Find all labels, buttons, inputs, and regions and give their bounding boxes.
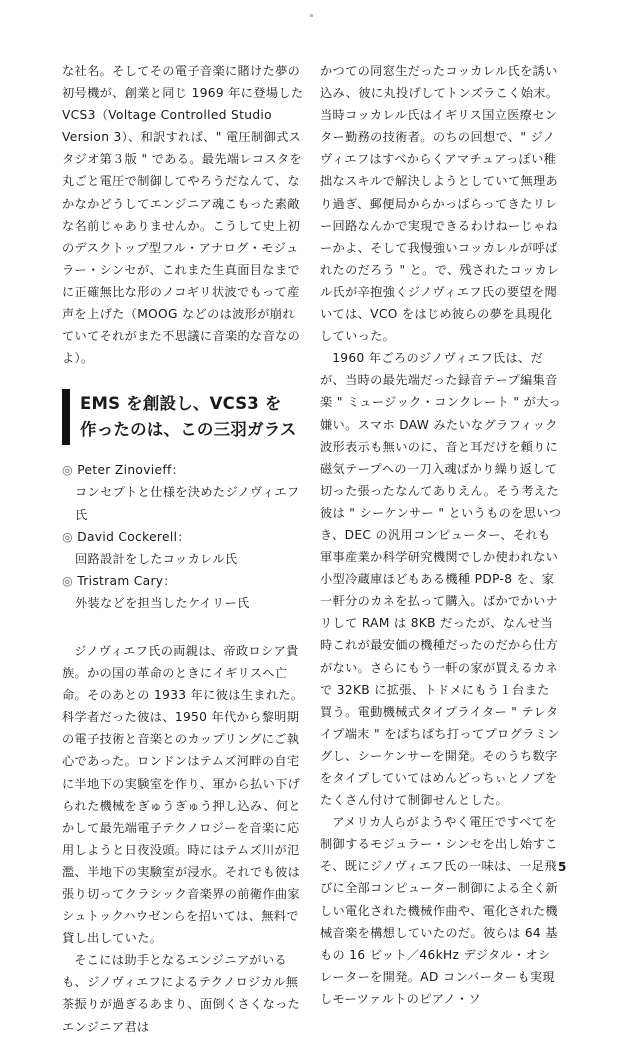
credits-list xyxy=(62,459,304,614)
page-number: 5 xyxy=(558,860,567,874)
body-paragraph: ジノヴィエフ氏の両親は、帝政ロシア貴族。かの国の革命のときにイギリスへ亡命。そのあとの 1933 年に彼は生まれた。科学者だった彼は、1950 年代から黎明期の電子技術と音楽とのカップリングにご執心であった。ロンドンはテムズ河畔の自宅に半地下の実験室を作り、軍から払い下げられた機械をぎゅうぎゅう押し込み、何とかして最先端電子テクノロジーを音楽に応用しようと日夜没頭。時にはテムズ川が氾濫、半地下の実験室が浸水。それでも彼は張り切ってクラシック音楽界の前衛作曲家シュトックハウゼンらを招いては、無料で貸し出していた。 xyxy=(62,643,304,946)
left-column xyxy=(62,60,304,1038)
credit-role: 回路設計をしたコッカレル氏 xyxy=(75,551,238,566)
body-paragraph: かつての同窓生だったコッカレル氏を誘い込み、彼に丸投げしてトンズラこく始末。当時コッカレル氏はイギリス国立医療センター勤務の技術者。のちの回想で、" ジノヴィエフはすべからくアマチュアっぽい稚拙なスキルで解決しようとしていて無理あり過ぎ、郵便局からかっぱらってきたリレー回路なんかで実現できるわけねーじゃねーかよ、そして我慢強いコッカレルが呼ばれたのだろう " と。で、残されたコッカレル氏が辛抱強くジノヴィエフ氏の要望を聞いては、VCO をはじめ彼らの夢を具現化していった。 xyxy=(320,64,560,344)
right-column xyxy=(320,60,562,1010)
body-paragraph: そこには助手となるエンジニアがいるも、ジノヴィエフによるテクノロジカル無茶振りが過ぎるあまり、面倒くさくなったエンジニア君は xyxy=(62,953,301,1034)
section-heading-line: 作ったのは、この三羽ガラス xyxy=(80,420,297,440)
crop-mark xyxy=(310,14,313,17)
credit-role: コンセプトと仕様を決めたジノヴィエフ氏 xyxy=(75,485,300,522)
body-paragraph: な社名。そしてその電子音楽に賭けた夢の初号機が、創業と同じ 1969 年に登場した VCS3（Voltage Controlled Studio Version 3）、和訳すれば、" 電圧制御式スタジオ第３版 " である。最先端レコスタを丸ごと電圧で制御してやろうだなんて、なかなかどうしてエンジニア魂こもった素敵な名前じゃありませんか。こうして史上初のデスクトップ型フル・アナログ・モジュラー・シンセが、これまた生真面目なまでに正確無比な形のノコギリ状波でもって産声を上げた（MOOG などのは波形が崩れていてそれがまた不思議に音楽的な音なのよ）。 xyxy=(62,64,304,366)
body-paragraph: アメリカ人らがようやく電圧ですべてを制御するモジュラー・シンセを出し始すこそ、既にジノヴィエフ氏の一味は、一足飛びに全部コンピューター制御による全く新しい電化された機械作曲や、電化された機械音楽を構想していたのだ。彼らは 64 基もの 16 ビット／46kHz デジタル・オシレーターを開発。AD コンバーターも実現しモーツァルトのピアノ・ソ xyxy=(320,815,559,1006)
credit-name: ◎ Peter Zinovieff： xyxy=(62,459,304,481)
section-heading xyxy=(62,389,304,445)
credit-name: ◎ Tristram Cary： xyxy=(62,570,304,592)
section-heading-line: EMS を創設し、VCS3 を xyxy=(80,394,282,414)
body-paragraph: 1960 年ごろのジノヴィエフ氏は、だが、当時の最先端だった録音テープ編集音楽 " ミュージック・コンクレート " が大っ嫌い。スマホ DAW みたいなグラフィック波形表示も無いのに、音と耳だけを頼りに磁気テープへの一刀入魂ばかり繰り返して切った張ったなんてありえん。そう考えた彼は " シーケンサー " というものを思いつき、DEC の汎用コンピューター、それも軍事産業か科学研究機関でしか使われない小型冷蔵庫ほどもある機種 PDP-8 を、家一軒分のカネを払って購入。ばかでかいナリして RAM は 8KB だったが、なんせ当時これが最安価の機種だったのだから仕方がない。さらにもう一軒の家が買えるカネで 32KB に拡張、トドメにもう１台また買う。電動機械式タイプライター " テレタイプ端末 " をぱちぱち打ってプログラミングし、シーケンサーを開発。そのうち数字をタイプしていてはめんどっちぃとノブをたくさん付けて制御せんとした。 xyxy=(320,351,562,808)
credit-name: ◎ David Cockerell： xyxy=(62,526,304,548)
credit-role: 外装などを担当したケイリー氏 xyxy=(75,595,250,610)
